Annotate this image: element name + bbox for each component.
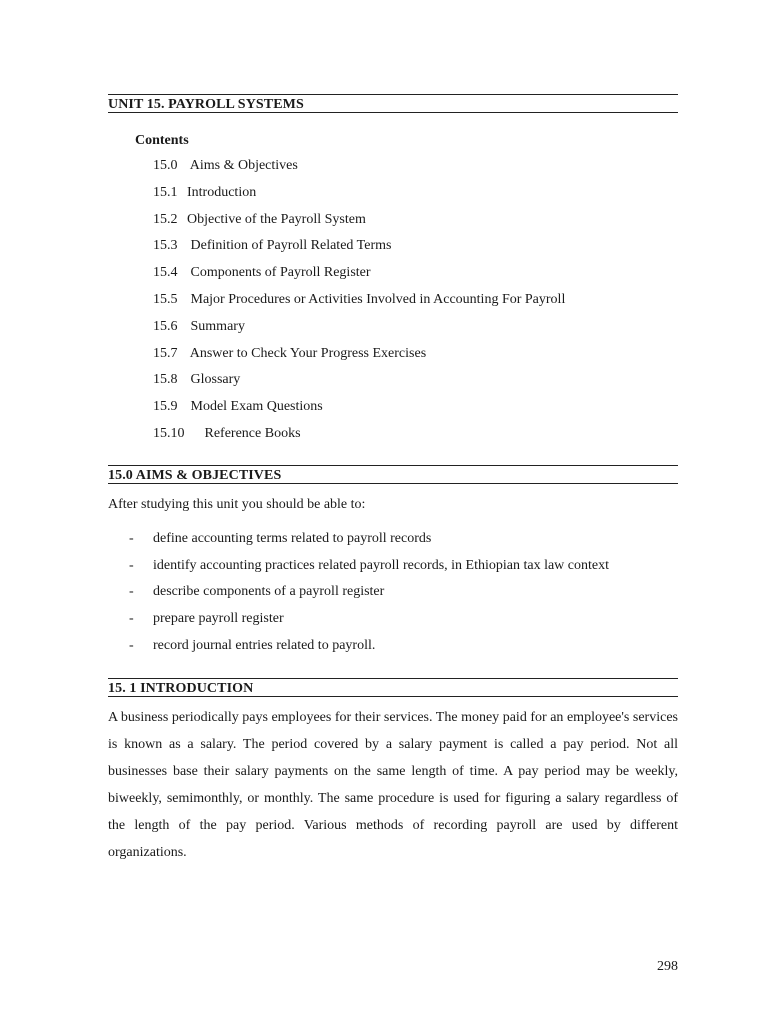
toc-item: [153, 314, 678, 341]
toc-item: [153, 367, 678, 394]
toc-item: [153, 153, 678, 180]
toc-item-number: 15.10: [153, 425, 185, 441]
toc-item-label: Summary: [190, 318, 245, 334]
toc-item: [153, 421, 678, 448]
toc-item: [153, 233, 678, 260]
toc-item-number: 15.9: [153, 399, 178, 415]
objective-text: describe components of a payroll register: [153, 584, 385, 600]
bullet-dash: -: [129, 557, 134, 573]
unit-heading: UNIT 15. PAYROLL SYSTEMS: [108, 94, 678, 113]
objective-item: [108, 579, 678, 606]
bullet-dash: -: [129, 637, 134, 653]
toc-item-label: Introduction: [187, 184, 257, 200]
toc-item-label: Reference Books: [204, 425, 301, 441]
introduction-paragraph: A business periodically pays employees for their services. The money paid for an employee's services is known as a salary. The period covered by a salary payment is called a pay period. Not all businesses base their salary payments on the same length of time. A pay period may be weekly, biweekly, semimonthly, or monthly. The same procedure is used for figuring a salary regardless of the length of the pay period. Various methods of recording payroll are used by different organizations.: [108, 709, 678, 860]
bullet-dash: -: [129, 584, 134, 600]
objective-text: define accounting terms related to payroll records: [153, 530, 432, 546]
toc-item: [153, 260, 678, 287]
objectives-list: [108, 526, 678, 660]
objective-item: [108, 633, 678, 660]
toc-item-label: Definition of Payroll Related Terms: [190, 238, 392, 254]
table-of-contents: [108, 153, 678, 448]
objective-text: prepare payroll register: [153, 611, 284, 627]
toc-item-label: Objective of the Payroll System: [187, 211, 366, 227]
toc-item-label: Answer to Check Your Progress Exercises: [189, 345, 427, 361]
toc-item-number: 15.2: [153, 211, 178, 227]
objective-item: [108, 526, 678, 553]
toc-item-number: 15.1: [153, 184, 178, 200]
toc-item-number: 15.6: [153, 318, 178, 334]
bullet-dash: -: [129, 611, 134, 627]
objective-item: [108, 606, 678, 633]
page-number: 298: [657, 959, 678, 974]
toc-item: [153, 394, 678, 421]
toc-item-number: 15.0: [153, 158, 178, 173]
toc-item: [153, 180, 678, 207]
document-page: [108, 94, 678, 866]
toc-item-number: 15.7: [153, 345, 178, 361]
toc-item: [153, 287, 678, 314]
toc-item: [153, 207, 678, 234]
objective-text: identify accounting practices related payroll records, in Ethiopian tax law context: [153, 557, 609, 573]
objective-text: record journal entries related to payroll.: [153, 637, 376, 653]
introduction-heading: 15. 1 INTRODUCTION: [108, 678, 678, 697]
toc-item-number: 15.5: [153, 291, 178, 307]
toc-item-label: Model Exam Questions: [190, 399, 323, 415]
aims-intro: After studying this unit you should be able to:: [108, 496, 366, 512]
toc-item-label: Components of Payroll Register: [190, 265, 371, 281]
aims-heading: 15.0 AIMS & OBJECTIVES: [108, 465, 678, 484]
toc-item-number: 15.3: [153, 238, 178, 254]
toc-item-label: Glossary: [190, 372, 241, 388]
objective-item: [108, 553, 678, 580]
contents-title: Contents: [135, 133, 189, 148]
bullet-dash: -: [129, 530, 134, 546]
toc-item: [153, 341, 678, 368]
toc-item-label: Aims & Objectives: [189, 158, 298, 173]
toc-item-label: Major Procedures or Activities Involved in Accounting For Payroll: [190, 291, 566, 307]
toc-item-number: 15.4: [153, 265, 178, 281]
toc-item-number: 15.8: [153, 372, 178, 388]
